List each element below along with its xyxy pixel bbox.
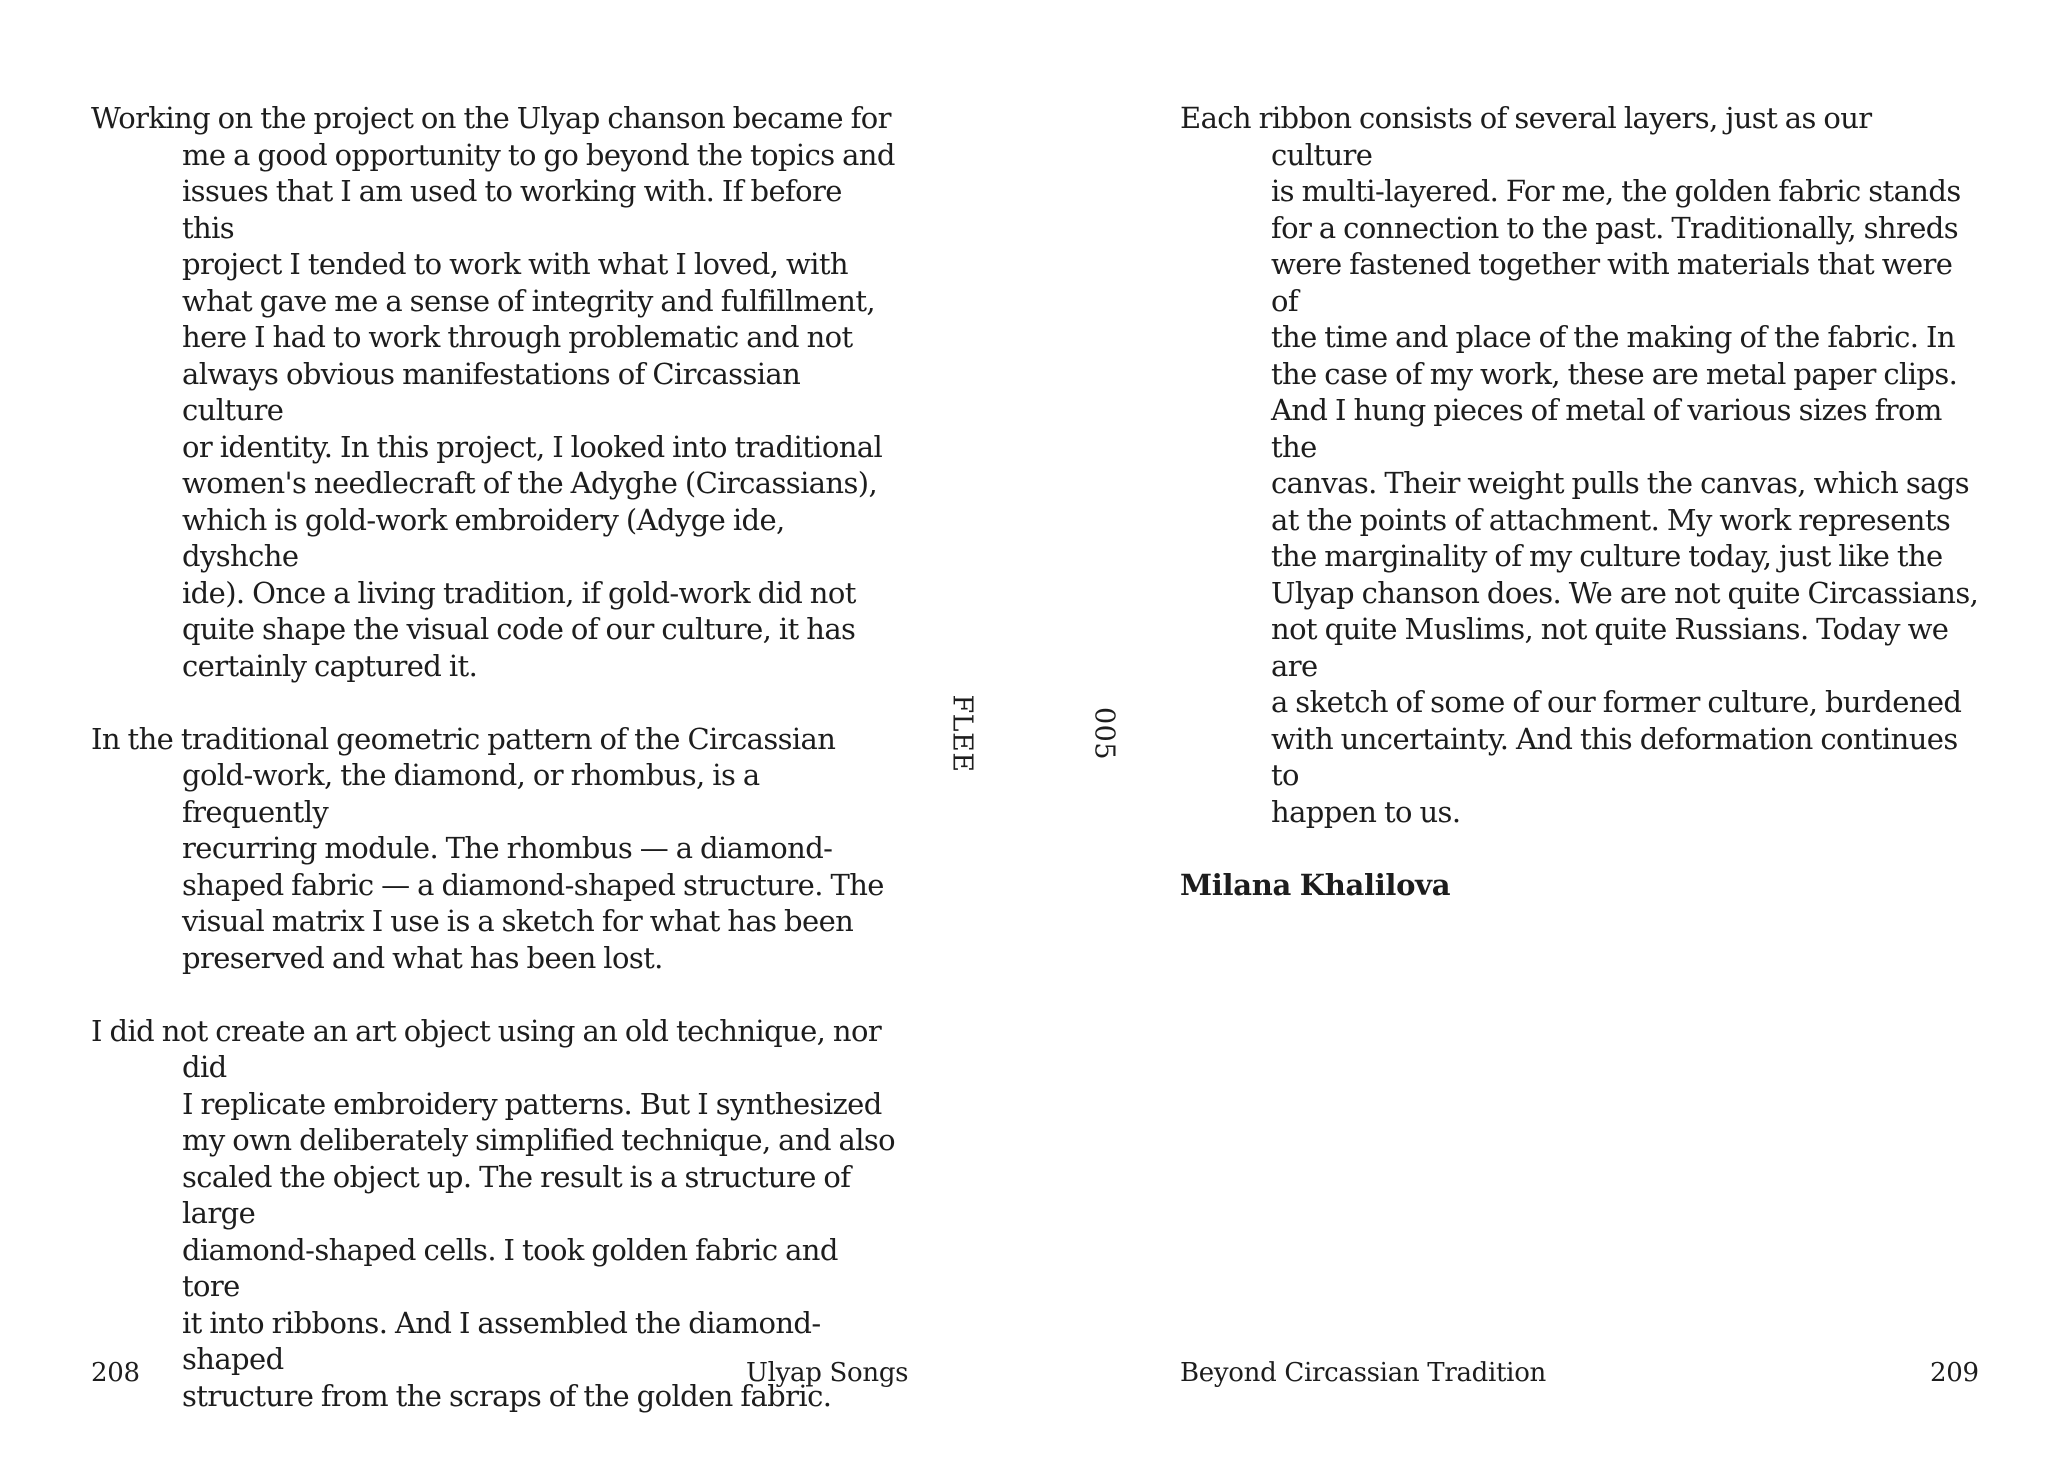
paragraph: Working on the project on the Ulyap chanson became for me a good opportunity to go beyond the topics and issues that I am used to working with. If before this project I tended to work with what I loved, with what gave me a sense of integrity and fulfillment, here I had to work through problematic and not always obvious manifestations of Circassian culture or identity. In this project, I looked into traditional women's needlecraft of the Adyghe (Circassians), which is gold-work embroidery (Adyge ide, dyshche ide). Once a living tradition, if gold-work did not quite shape the visual code of our culture, it has certainly captured it. [91,101,895,683]
spine-label: FLEE [946,694,978,773]
paragraph: In the traditional geometric pattern of the Circassian gold-work, the diamond, or rhombus, is a frequently recurring module. The rhombus — a diamond- shaped fabric — a diamond-shaped structure. The visual matrix I use is a sketch for what has been preserved and what has been lost. [91,721,884,975]
left-page-body [91,100,899,1451]
right-page-number: 209 [1930,1358,1979,1388]
left-page-number: 208 [91,1358,140,1388]
right-page-body [1180,100,1980,903]
spine-number: 005 [1088,706,1120,761]
left-running-title: Ulyap Songs [746,1358,909,1388]
right-running-title: Beyond Circassian Tradition [1180,1358,1546,1388]
paragraph: I did not create an art object using an old technique, nor did I replicate embroidery patterns. But I synthesized my own deliberately simplified technique, and also scaled the object up. The result is a structure of large diamond-shaped cells. I took golden fabric and tore it into ribbons. And I assembled the diamond-shaped structure from the scraps of the golden fabric. [91,1013,896,1413]
paragraph: Each ribbon consists of several layers, just as our culture is multi-layered. For me, the golden fabric stands for a connection to the past. Traditionally, shreds were fastened together with materials that were of the time and place of the making of the fabric. In the case of my work, these are metal paper clips. And I hung pieces of metal of various sizes from the canvas. Their weight pulls the canvas, which sags at the points of attachment. My work represents the marginality of my culture today, just like the Ulyap chanson does. We are not quite Circassians, not quite Muslims, not quite Russians. Today we are a sketch of some of our former culture, burdened with uncertainty. And this deformation continues to happen to us. [1180,101,1979,829]
author-name: Milana Khalilova [1180,867,1451,902]
